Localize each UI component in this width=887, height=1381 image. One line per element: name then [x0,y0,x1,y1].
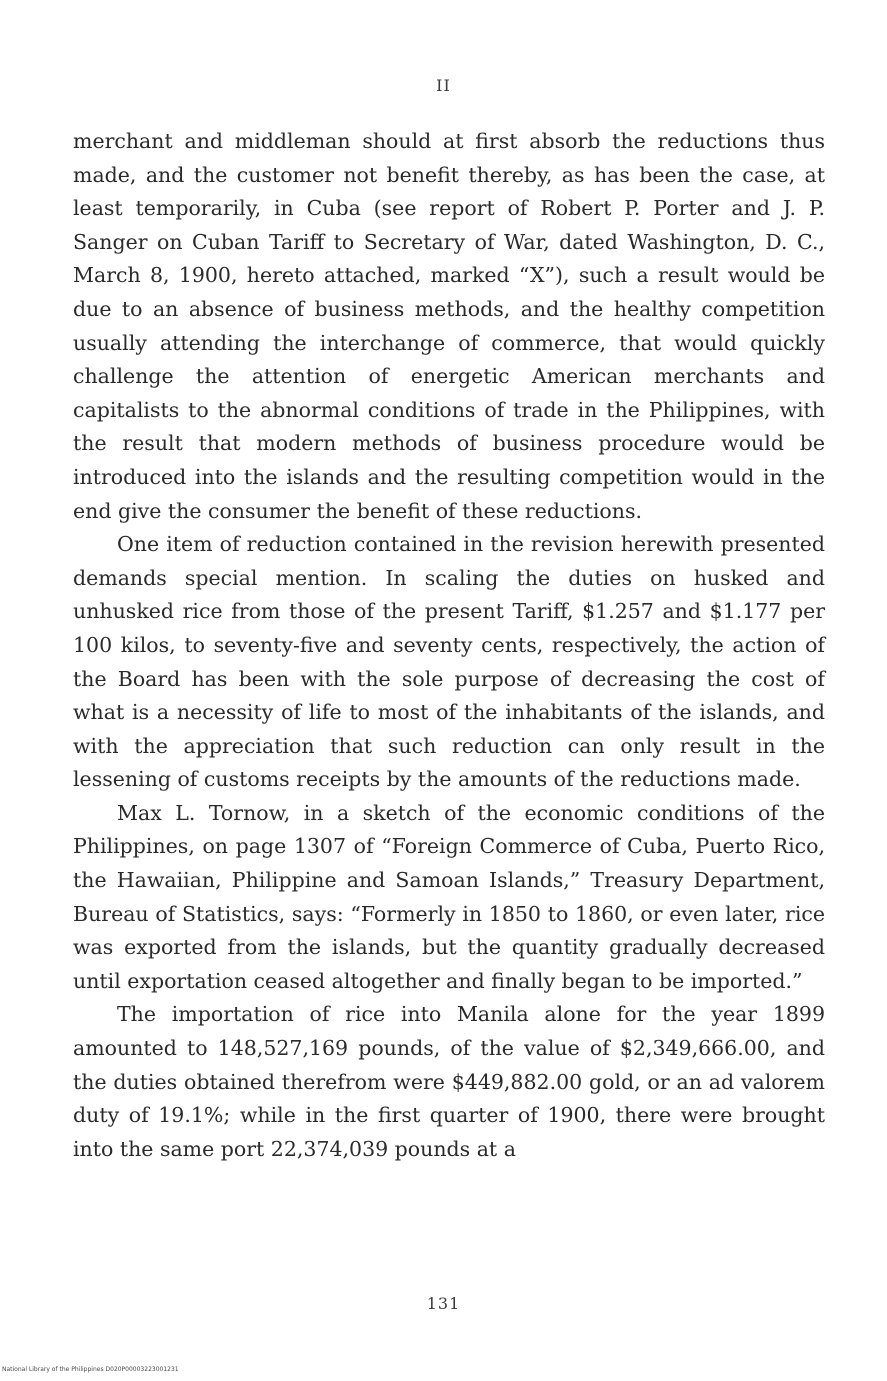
paragraph-rice-reduction: One item of reduction contained in the revision herewith presented demands special mention. In scaling the duties on husked and unhusked rice from those of the present Tariff, $1.257 and $1.177 per 100 kilos, to seventy-five and seventy cents, respectively, the action of the Board has been with the sole purpose of decreasing the cost of what is a necessity of life to most of the inhabitants of the islands, and with the appreciation that such reduction can only result in the lessening of customs receipts by the amounts of the reductions made. [73,532,825,792]
page-number-bottom: 131 [426,1294,461,1313]
paragraph-tornow-quote: Max L. Tornow, in a sketch of the economic conditions of the Philippines, on page 1307 of “Foreign Commerce of Cuba, Puerto Rico, the Hawaiian, Philippine and Samoan Islands,” Treasury Department, Bureau of Statistics, says: “Formerly in 1850 to 1860, or even later, rice was exported from the islands, but the quantity gradually decreased until exportation ceased altogether and finally began to be imported.” [73,800,825,993]
page-number-top: II [436,76,451,95]
paragraph-continuation: merchant and middleman should at first absorb the reductions thus made, and the customer not benefit thereby, as has been the case, at least temporarily, in Cuba (see report of Robert P. Porter and J. P. Sanger on Cuban Tariff to Secretary of War, dated Washington, D. C., March 8, 1900, hereto attached, marked “X”), such a result would be due to an absence of business methods, and the healthy competition usually attending the interchange of commerce, that would quickly challenge the attention of energetic American merchants and capitalists to the abnormal conditions of trade in the Philippines, with the result that modern methods of business procedure would be introduced into the islands and the resulting competition would in the end give the consumer the benefit of these reductions. [73,129,825,523]
paragraph-rice-importation: The importation of rice into Manila alone for the year 1899 amounted to 148,527,169 pounds, of the value of $2,349,666.00, and the duties obtained therefrom were $449,882.00 gold, or an ad valorem duty of 19.1%; while in the first quarter of 1900, there were brought into the same port 22,374,039 pounds at a [73,1002,825,1161]
body-text [73,125,825,1166]
scan-attribution: National Library of the Philippines D020P00003223001231 [2,1366,179,1373]
